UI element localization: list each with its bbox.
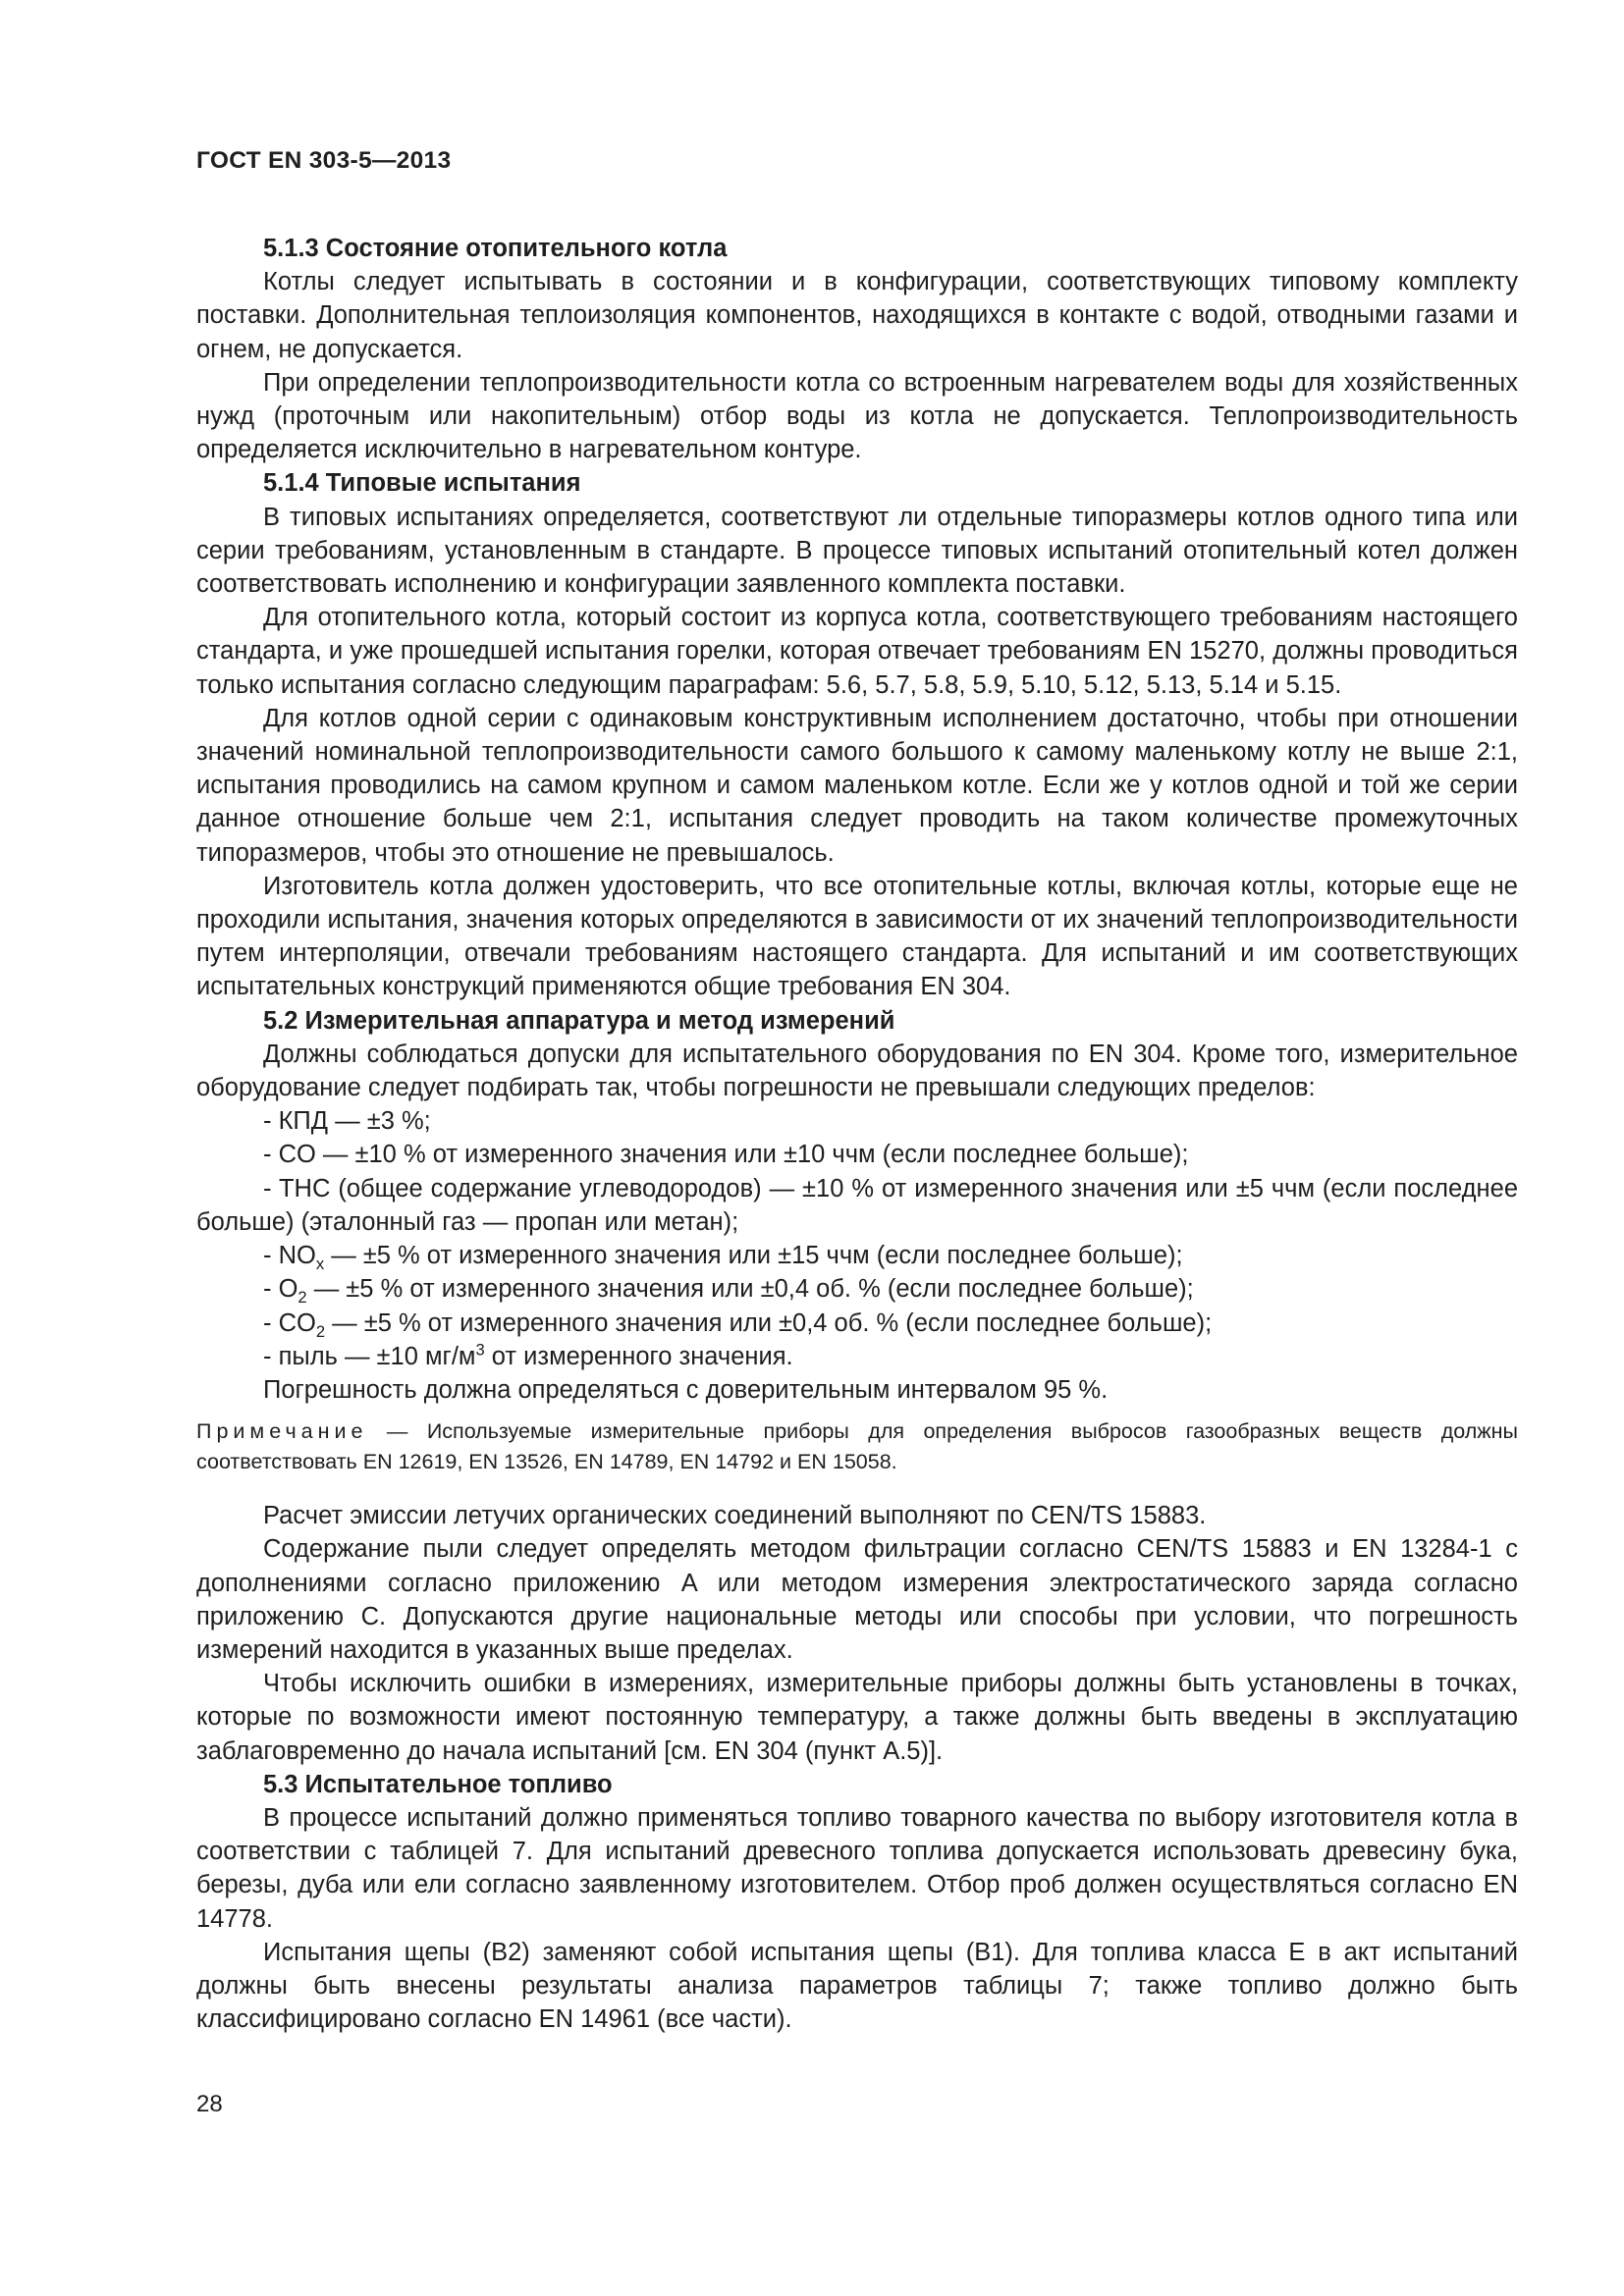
page-number: 28 — [196, 2091, 223, 2117]
note — [196, 1416, 1518, 1477]
section-heading-5-1-3: 5.1.3 Состояние отопительного котла — [263, 235, 728, 262]
paragraph: Погрешность должна определяться с доверительным интервалом 95 %. — [263, 1375, 1109, 1404]
note-label: Примечание — [196, 1419, 368, 1444]
section-heading-5-3: 5.3 Испытательное топливо — [263, 1770, 613, 1798]
list-item-text: — ±5 % от измеренного значения или ±0,4 об. % (если последнее больше); — [325, 1308, 1213, 1337]
list-item-o2 — [196, 1272, 1518, 1306]
document-page — [196, 147, 1518, 2036]
paragraph: Для отопительного котла, который состоит из корпуса котла, соответствующего требованиям настоящего стандарта, и уже прошедшей испытания горелки, которая отвечает требованиям EN 15270, должны проводиться только испытания согласно следующим параграфам: 5.6, 5.7, 5.8, 5.9, 5.10, 5.12, 5.13, 5.14 и 5.15. — [196, 604, 1518, 699]
list-item-co2 — [196, 1307, 1518, 1340]
section-heading-5-1-4: 5.1.4 Типовые испытания — [263, 469, 581, 498]
paragraph: Чтобы исключить ошибки в измерениях, измерительные приборы должны быть установлены в точках, которые по возможности имеют постоянную температуру, а также должны быть введены в эксплуатацию заблаговременно до начала испытаний [см. EN 304 (пункт A.5)]. — [196, 1670, 1518, 1765]
subscript: x — [315, 1255, 325, 1274]
note-text: — Используемые измерительные приборы для определения выбросов газообразных веществ должны соответствовать EN 12619, EN 13526, EN 14789, EN 14792 и EN 15058. — [196, 1419, 1518, 1474]
document-body — [196, 232, 1518, 2036]
paragraph: Испытания щепы (B2) заменяют собой испытания щепы (B1). Для топлива класса E в акт испытаний должны быть внесены результаты анализа параметров таблицы 7; также топливо должно быть классифицировано согласно EN 14961 (все части). — [196, 1938, 1518, 2034]
paragraph: Должны соблюдаться допуски для испытательного оборудования по EN 304. Кроме того, измерительное оборудование следует подбирать так, чтобы погрешности не превышали следующих пределов: — [196, 1040, 1518, 1102]
list-item-text: - пыль — ±10 мг/м — [263, 1342, 476, 1370]
list-item-text: от измеренного значения. — [484, 1342, 793, 1370]
list-item-text: - O — [263, 1275, 298, 1304]
list-item-text: — ±5 % от измеренного значения или ±0,4 об. % (если последнее больше); — [306, 1275, 1194, 1304]
paragraph: В процессе испытаний должно применяться топливо товарного качества по выбору изготовителя котла в соответствии с таблицей 7. Для испытаний древесного топлива допускается использовать древесину бука, березы, дуба или ели согласно заявленному изготовителем. Отбор проб должен осуществляться согласно EN 14778. — [196, 1803, 1518, 1933]
subscript: 2 — [315, 1321, 326, 1341]
list-item-kpd: - КПД — ±3 %; — [263, 1107, 431, 1136]
paragraph: Для котлов одной серии с одинаковым конструктивным исполнением достаточно, чтобы при отношении значений номинальной теплопроизводительности самого большого к самому маленькому котлу не выше 2:1, испытания проводились на самом крупном и самом маленьком котле. Если же у котлов одной и той же серии данное отношение больше чем 2:1, испытания следует проводить на таком количестве промежуточных типоразмеров, чтобы это отношение не превышалось. — [196, 704, 1518, 867]
paragraph: Расчет эмиссии летучих органических соединений выполняют по CEN/TS 15883. — [263, 1502, 1207, 1530]
list-item-co: - CO — ±10 % от измеренного значения или ±10 ччм (если последнее больше); — [263, 1141, 1189, 1169]
paragraph: Содержание пыли следует определять методом фильтрации согласно CEN/TS 15883 и EN 13284-1 с дополнениями согласно приложению A или методом измерения электростатического заряда согласно приложению C. Допускаются другие национальные методы или способы при условии, что погрешность измерений находится в указанных выше пределах. — [196, 1535, 1518, 1664]
list-item-dust — [196, 1340, 1518, 1373]
list-item-text: - CO — [263, 1308, 316, 1337]
paragraph: Котлы следует испытывать в состоянии и в конфигурации, соответствующих типовому комплекту поставки. Дополнительная теплоизоляция компонентов, находящихся в контакте с водой, отводными газами и огнем, не допускается. — [196, 268, 1518, 363]
paragraph: В типовых испытаниях определяется, соответствуют ли отдельные типоразмеры котлов одного типа или серии требованиям, установленным в стандарте. В процессе типовых испытаний отопительный котел должен соответствовать исполнению и конфигурации заявленного комплекта поставки. — [196, 503, 1518, 599]
subscript: 2 — [298, 1288, 307, 1308]
document-id-header: ГОСТ EN 303-5—2013 — [196, 147, 452, 174]
paragraph: Изготовитель котла должен удостоверить, что все отопительные котлы, включая котлы, которые еще не проходили испытания, значения которых определяются в зависимости от их значений теплопроизводительности путем интерполяции, отвечали требованиям настоящего стандарта. Для испытаний и им соответствующих испытательных конструкций применяются общие требования EN 304. — [196, 872, 1518, 1001]
paragraph: При определении теплопроизводительности котла со встроенным нагревателем воды для хозяйственных нужд (проточным или накопительным) отбор воды из котла не допускается. Теплопроизводительность определяется исключительно в нагревательном контуре. — [196, 368, 1518, 464]
list-item-nox — [196, 1239, 1518, 1272]
superscript: 3 — [475, 1340, 485, 1360]
list-item-thc: - THC (общее содержание углеводородов) — ±10 % от измеренного значения или ±5 ччм (если последнее больше) (эталонный газ — пропан или метан); — [196, 1174, 1518, 1236]
list-item-text: — ±5 % от измеренного значения или ±15 ччм (если последнее больше); — [324, 1242, 1183, 1270]
list-item-text: - NO — [263, 1242, 316, 1270]
section-heading-5-2: 5.2 Измерительная аппаратура и метод измерений — [263, 1006, 895, 1035]
